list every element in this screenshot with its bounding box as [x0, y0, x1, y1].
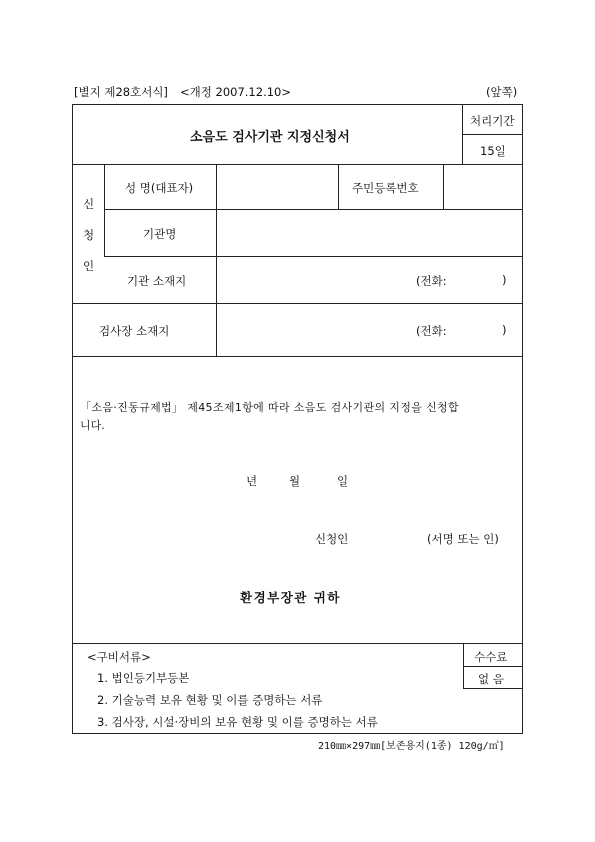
org-phone-close: ) [502, 273, 507, 287]
applicant-sign-label: 신청인 [315, 532, 349, 546]
divider [72, 643, 523, 644]
org-address-label: 기관 소재지 [127, 274, 187, 288]
table-right-border [522, 104, 523, 734]
addressee: 환경부장관 귀하 [240, 590, 341, 605]
signature-label: (서명 또는 인) [427, 532, 499, 546]
divider [462, 134, 523, 135]
documents-heading: <구비서류> [87, 650, 151, 664]
document-item: 2. 기술능력 보유 현황 및 이를 증명하는 서류 [97, 693, 323, 707]
name-field[interactable] [222, 168, 334, 206]
org-name-label: 기관명 [143, 227, 177, 241]
form-id: [별지 제28호서식] [74, 85, 168, 99]
applicant-side-char: 청 [83, 228, 95, 242]
divider [72, 356, 523, 357]
processing-period-value: 15일 [480, 144, 506, 158]
applicant-side-char: 신 [83, 197, 95, 211]
date-month-label: 월 [289, 474, 301, 488]
divider [104, 256, 523, 257]
form-title: 소음도 검사기관 지정신청서 [190, 130, 350, 145]
inspection-phone-close: ) [502, 323, 507, 337]
divider [72, 303, 523, 304]
divider [338, 164, 339, 210]
divider [216, 164, 217, 357]
processing-period-label: 처리기간 [470, 114, 515, 128]
inspection-site-label: 검사장 소재지 [99, 324, 170, 338]
fee-label: 수수료 [474, 650, 508, 664]
table-bottom-border [72, 733, 523, 734]
inspection-phone-label: (전화: [416, 324, 447, 338]
resident-number-field[interactable] [448, 168, 518, 206]
divider [463, 688, 523, 689]
divider [72, 164, 523, 165]
date-year-label: 년 [246, 474, 258, 488]
document-item: 1. 법인등기부등본 [97, 671, 190, 685]
paper-spec-footer: 210㎜×297㎜[보존용지(1종) 120g/㎡] [318, 741, 505, 752]
resident-number-label: 주민등록번호 [352, 181, 419, 195]
statement-line-2: 니다. [80, 419, 105, 432]
divider [104, 164, 105, 256]
org-phone-label: (전화: [416, 274, 447, 288]
divider [104, 209, 523, 210]
revision-note: <개정 2007.12.10> [180, 85, 291, 99]
applicant-side-char: 인 [83, 259, 95, 273]
table-top-border [72, 104, 523, 105]
statement-line-1: 「소음·진동규제법」 제45조제1항에 따라 소음도 검사기관의 지정을 신청합 [80, 401, 459, 414]
fee-value: 없 음 [478, 672, 504, 686]
page-side-label: (앞쪽) [486, 85, 518, 99]
divider [463, 666, 523, 667]
date-day-label: 일 [337, 474, 349, 488]
divider [443, 164, 444, 210]
org-name-field[interactable] [222, 214, 518, 252]
document-item: 3. 검사장, 시설·장비의 보유 현황 및 이를 증명하는 서류 [97, 715, 378, 729]
table-left-border [72, 104, 73, 734]
name-label: 성 명(대표자) [125, 181, 194, 195]
